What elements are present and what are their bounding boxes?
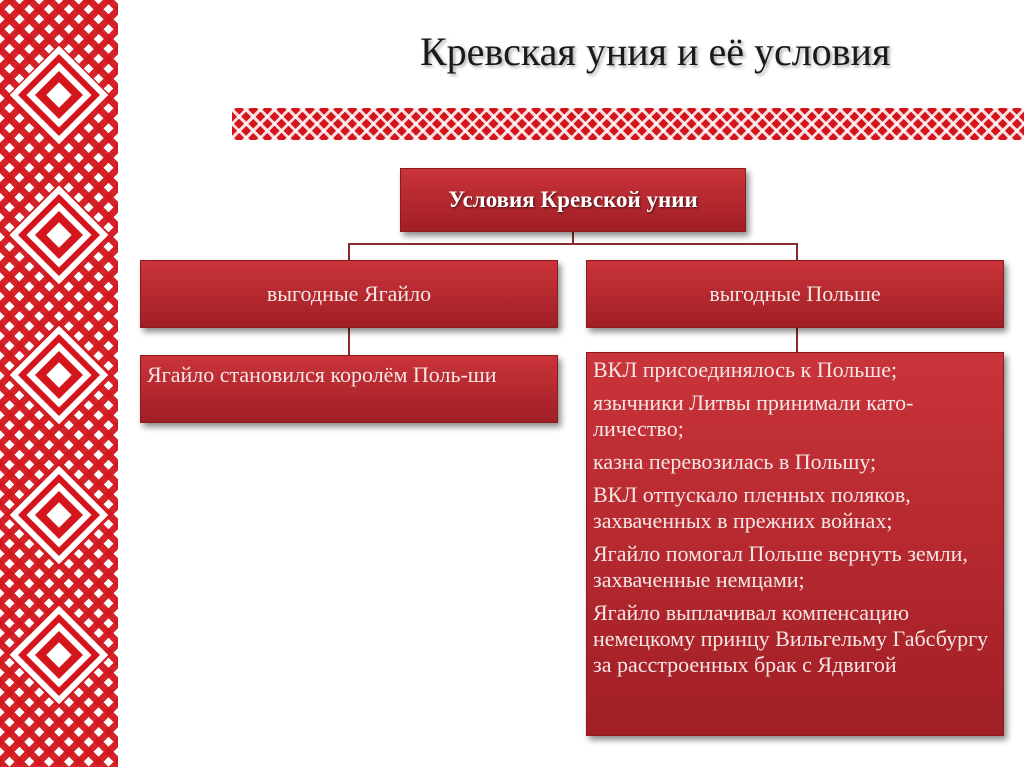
page-title: Кревская уния и её условия — [420, 29, 891, 74]
root-node — [400, 168, 746, 232]
detail-item: ВКЛ присоединялось к Польше; — [593, 357, 898, 382]
decorative-ornament-strip — [0, 0, 118, 767]
detail-box-poland — [586, 352, 1004, 736]
branch-node-jagiello — [140, 260, 558, 328]
ornament-motif — [10, 466, 109, 565]
ornament-motif — [10, 606, 109, 705]
root-node-label: Условия Кревской унии — [448, 187, 698, 212]
detail-item: казна перевозилась в Польшу; — [593, 449, 877, 474]
detail-item: ВКЛ отпускало пленных поляков, захваченных в прежних войнах; — [593, 482, 911, 533]
detail-item: Ягайло становился королём Поль-ши — [147, 362, 497, 387]
connector-horizontal — [348, 243, 798, 245]
branch-node-poland — [586, 260, 1004, 328]
ornament-motif — [10, 186, 109, 285]
connector-left-detail — [348, 328, 350, 355]
ornament-motif — [10, 326, 109, 425]
detail-item: Ягайло помогал Польше вернуть земли, захваченные немцами; — [593, 541, 968, 592]
branch-node-label: выгодные Польше — [709, 281, 881, 306]
branch-node-label: выгодные Ягайло — [266, 281, 432, 306]
decorative-ornament-band — [232, 108, 1024, 140]
connector-right-down — [796, 243, 798, 260]
detail-item: Ягайло выплачивал компенсацию немецкому принцу Вильгельму Габсбургу за расстроенных брак с Ядвигой — [593, 600, 989, 677]
connector-right-detail — [796, 328, 798, 352]
detail-box-jagiello — [140, 355, 558, 423]
detail-item: язычники Литвы принимали като-личество; — [593, 390, 914, 441]
connector-left-down — [348, 243, 350, 260]
ornament-motif — [10, 46, 109, 145]
